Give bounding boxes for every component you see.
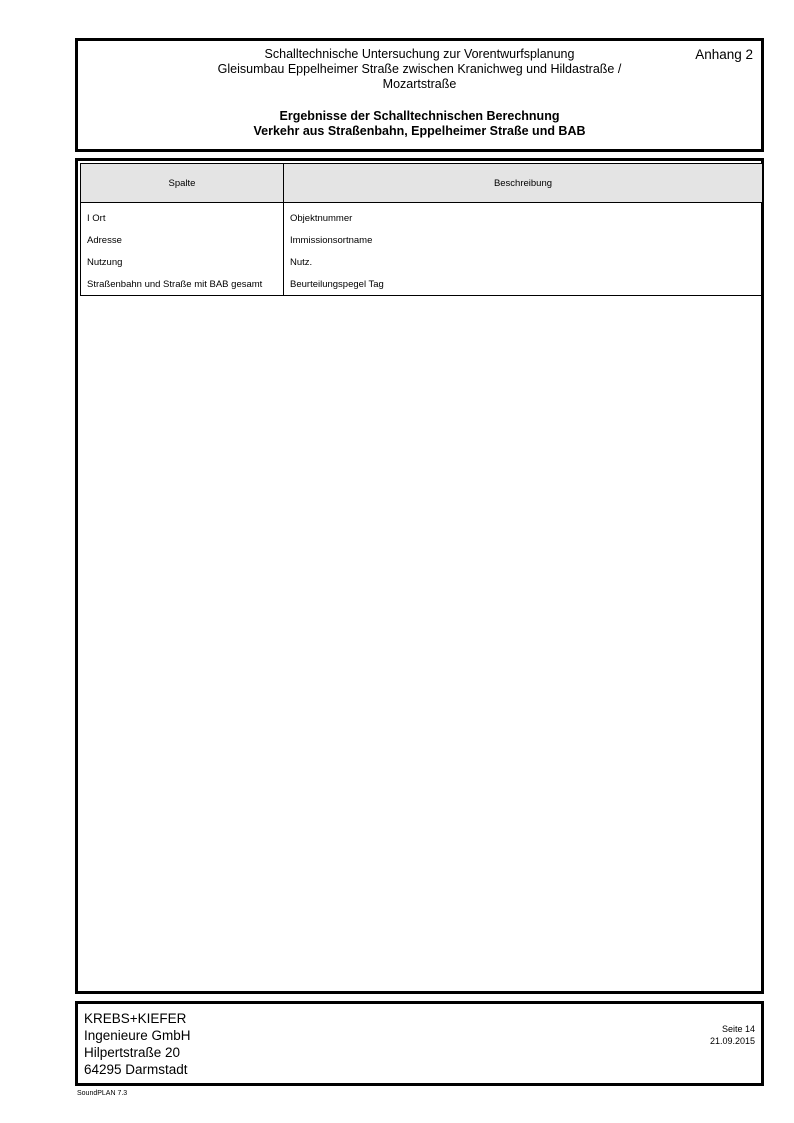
cell-spalte: Adresse: [81, 229, 284, 251]
column-header-spalte: Spalte: [81, 164, 284, 203]
table-row: [81, 251, 763, 273]
table-row: [81, 229, 763, 251]
result-title-line-1: Ergebnisse der Schalltechnischen Berechnung: [279, 109, 560, 123]
software-version: SoundPLAN 7.3: [77, 1090, 128, 1097]
document-date: 21.09.2015: [709, 1036, 755, 1046]
cell-beschreibung: Beurteilungspegel Tag: [284, 273, 763, 296]
page-number: Seite 14: [721, 1024, 755, 1034]
cell-spalte: Nutzung: [81, 251, 284, 273]
result-title-line-2: Verkehr aus Straßenbahn, Eppelheimer Straße und BAB: [253, 124, 586, 138]
table-row: [81, 273, 763, 296]
cell-spalte: I Ort: [81, 203, 284, 230]
cell-beschreibung: Objektnummer: [284, 203, 763, 230]
company-name: KREBS+KIEFER: [84, 1011, 187, 1026]
cell-beschreibung: Immissionsortname: [284, 229, 763, 251]
table-row: [81, 203, 763, 230]
project-title-line-3: Mozartstraße: [382, 77, 457, 91]
project-title-line-1: Schalltechnische Untersuchung zur Vorentwurfsplanung: [264, 47, 575, 61]
main-content-box: [75, 158, 764, 994]
annex-label: Anhang 2: [695, 47, 753, 62]
company-type: Ingenieure GmbH: [84, 1028, 191, 1043]
legend-table: [80, 163, 763, 296]
company-city: 64295 Darmstadt: [84, 1062, 188, 1077]
footer-box: [75, 1001, 764, 1086]
company-street: Hilpertstraße 20: [84, 1045, 181, 1060]
table-header-row: [81, 164, 763, 203]
cell-beschreibung: Nutz.: [284, 251, 763, 273]
page-info: [710, 1023, 755, 1047]
cell-spalte: Straßenbahn und Straße mit BAB gesamt: [81, 273, 284, 296]
header-box: [75, 38, 764, 152]
company-address: [84, 1010, 191, 1078]
column-header-beschreibung: Beschreibung: [284, 164, 763, 203]
project-title-line-2: Gleisumbau Eppelheimer Straße zwischen Kranichweg und Hildastraße /: [217, 62, 622, 76]
